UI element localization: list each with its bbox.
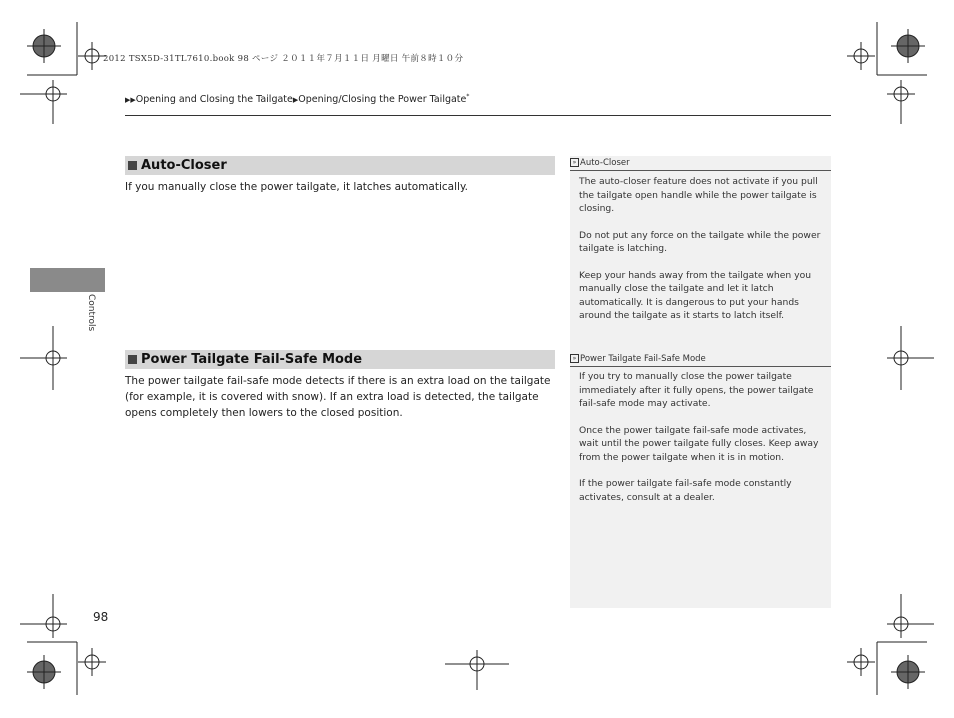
note-paragraph: If you try to manually close the power tailgate immediately after it fully opens, the power tailgate fail-safe mode may activate. bbox=[579, 371, 814, 409]
section-heading-fail-safe bbox=[125, 350, 555, 369]
section-body: If you manually close the power tailgate, it latches automatically. bbox=[125, 181, 468, 193]
note-body-auto-closer bbox=[579, 175, 824, 336]
reference-icon: » bbox=[570, 354, 579, 363]
print-header: 2012 TSX5D-31TL7610.book 98 ページ ２０１１年７月１１日 月曜日 午前８時１０分 bbox=[103, 54, 464, 64]
reference-icon: » bbox=[570, 158, 579, 167]
section-body: The power tailgate fail-safe mode detects if there is an extra load on the tailgate (for example, it is covered with snow). If an extra load is detected, the tailgate opens completely then lowers to the closed position. bbox=[125, 375, 551, 419]
breadcrumb-link-tailgate[interactable]: Opening and Closing the Tailgate bbox=[135, 94, 293, 106]
square-bullet-icon bbox=[128, 161, 137, 170]
section-title: Power Tailgate Fail-Safe Mode bbox=[141, 352, 363, 367]
double-arrow-icon: ▶▶ bbox=[125, 96, 136, 105]
section-title: Auto-Closer bbox=[141, 158, 227, 173]
page-number: 98 bbox=[93, 610, 109, 624]
arrow-icon: ▶ bbox=[292, 96, 299, 105]
breadcrumb bbox=[125, 93, 469, 105]
note-paragraph: Keep your hands away from the tailgate when you manually close the tailgate and let it latch automatically. It is dangerous to put your hands around the tailgate as it starts to latch itself. bbox=[579, 269, 812, 321]
note-body-fail-safe bbox=[579, 370, 824, 517]
note-paragraph: If the power tailgate fail-safe mode constantly activates, consult at a dealer. bbox=[579, 478, 792, 503]
chapter-tab bbox=[30, 268, 105, 292]
section-heading-auto-closer bbox=[125, 156, 555, 175]
chapter-label: Controls bbox=[86, 294, 96, 332]
note-title: Auto-Closer bbox=[580, 158, 630, 168]
note-paragraph: The auto-closer feature does not activate if you pull the tailgate open handle while the power tailgate is closing. bbox=[579, 176, 818, 214]
note-title: Power Tailgate Fail-Safe Mode bbox=[580, 354, 706, 364]
note-heading-auto-closer bbox=[570, 158, 831, 171]
breadcrumb-link-power-tailgate[interactable]: Opening/Closing the Power Tailgate bbox=[298, 94, 467, 106]
header-divider bbox=[125, 115, 831, 116]
note-heading-fail-safe bbox=[570, 354, 831, 367]
square-bullet-icon bbox=[128, 355, 137, 364]
note-paragraph: Once the power tailgate fail-safe mode activates, wait until the power tailgate fully closes. Keep away from the power tailgate when it is in motion. bbox=[579, 424, 819, 463]
asterisk-mark: * bbox=[466, 93, 470, 100]
note-paragraph: Do not put any force on the tailgate while the power tailgate is latching. bbox=[579, 229, 821, 254]
